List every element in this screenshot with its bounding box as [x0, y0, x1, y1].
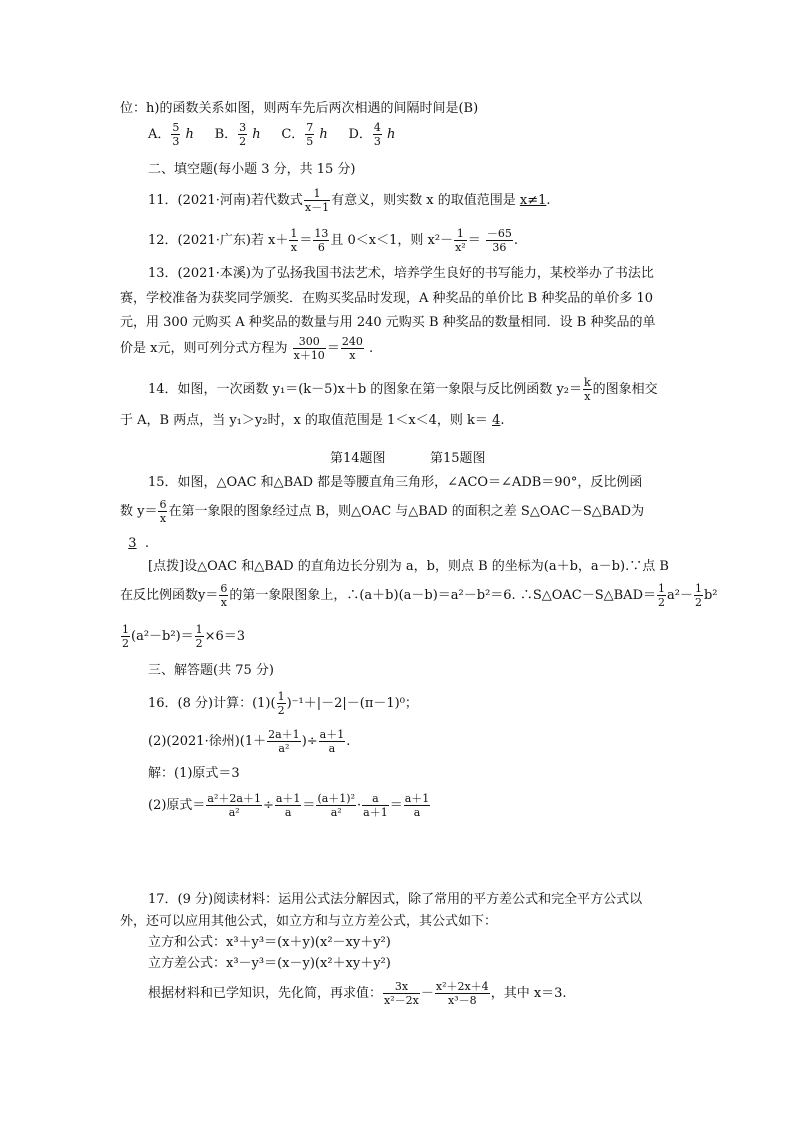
question-16-line-1: 16．(8 分)计算：(1)( $\frac{1}{2}$ )⁻¹＋|－2|－(π－1)⁰；	[148, 690, 418, 717]
question-13-line-1: 13．(2021·本溪)为了弘扬我国书法艺术，培养学生良好的书写能力，某校举办了书法比	[148, 266, 654, 281]
question-15-line-3: 3 .	[128, 536, 149, 551]
answer-14: 4	[492, 413, 501, 428]
question-15-line-2: 数 y＝ $\frac{6}{x}$ 在第一象限的图象经过点 B，则△OAC 与△BAD 的面积之差 S△OAC－S△BAD为	[120, 498, 645, 525]
question-15-line-1: 15．如图，△OAC 和△BAD 都是等腰直角三角形，∠ACO＝∠ADB＝90°，反比例函	[148, 475, 643, 490]
question-16-solution-1: 解：(1)原式＝3	[148, 766, 240, 781]
question-17-formula-sum: 立方和公式：x³＋y³＝(x＋y)(x²－xy＋y²)	[148, 935, 391, 950]
tip-line-3: $\frac{1}{2}$ (a²－b²)＝ $\frac{1}{2}$ ×6＝3	[122, 623, 246, 650]
question-12: 12．(2021·广东)若 x＋ $\frac{1}{x}$ ＝ $\frac{13}{6}$ 且 0＜x＜1，则 x²－ $\frac{1}{\text{x²}}$ ＝ $\frac{-65}{36}$ .	[148, 227, 518, 254]
section-3-heading: 三、解答题(共 75 分)	[148, 663, 274, 678]
question-17-formula-diff: 立方差公式：x³－y³＝(x－y)(x²＋xy＋y²)	[148, 956, 391, 971]
tip-line-2: 在反比例函数y＝ $\frac{6}{x}$ 的第一象限图象上，∴(a＋b)(a－b)＝a²－b²＝6. ∴S△OAC－S△BAD＝ $\frac{1}{2}$ a²－ $\frac{1}{2}$ b²	[120, 582, 718, 609]
question-17-line-5: 根据材料和已学知识，先化简，再求值： $\frac{3x}{\text{x²－2x}}$ － $\frac{\text{x²＋2x＋4}}{\text{x³－8}}$ ，其中 x＝3.	[148, 980, 567, 1007]
question-14-line-1: 14．如图，一次函数 y₁＝(k－5)x＋b 的图象在第一象限与反比例函数 y₂＝ $\frac{k}{x}$ 的图象相交	[148, 376, 658, 403]
question-13-line-3: 元，用 300 元购买 A 种奖品的数量与用 240 元购买 B 种奖品的数量相同．设 B 种奖品的单	[120, 315, 656, 330]
question-10-tail: 位：h)的函数关系如图，则两车先后两次相遇的间隔时间是(B)	[120, 101, 479, 116]
question-14-line-2: 于 A，B 两点，当 y₁＞y₂时，x 的取值范围是 1＜x＜4，则 k＝ 4.	[120, 413, 505, 428]
answer-12: $\frac{-65}{36}$	[486, 227, 512, 254]
question-10-options	[148, 122, 395, 147]
caption-figure-15: 第15题图	[430, 451, 486, 466]
answer-15: 3	[128, 536, 137, 551]
option-c: C． $\frac{7}{5}$ h	[281, 121, 328, 148]
question-17-line-2: 外，还可以应用其他公式，如立方和与立方差公式，其公式如下：	[120, 914, 498, 929]
caption-figure-14: 第14题图	[330, 451, 386, 466]
section-2-heading: 二、填空题(每小题 3 分，共 15 分)	[148, 162, 356, 177]
question-16-solution-2: (2)原式＝ $\frac{\text{a²＋2a＋1}}{\text{a²}}$ ÷ $\frac{a+1}{a}$ ＝ $\frac{\text{(a＋1)²}}{\text{a²}}$ · $\frac{a}{a+1}$ ＝ $\frac{a+1}{a}$	[148, 792, 430, 819]
option-a: A． $\frac{5}{3}$ h	[148, 121, 194, 148]
option-d: D． $\frac{4}{3}$ h	[348, 121, 396, 148]
question-16-line-2: (2)(2021·徐州)(1＋ $\frac{2a+1}{\text{a²}}$ )÷ $\frac{a+1}{a}$ .	[148, 728, 351, 755]
question-13-line-4: 价是 x元，则可列分式方程为 $\frac{300}{x+10}$ ＝ $\frac{240}{x}$ .	[120, 335, 374, 362]
option-b: B． $\frac{3}{2}$ h	[214, 121, 261, 148]
question-17-line-1: 17．(9 分)阅读材料：运用公式法分解因式，除了常用的平方差公式和完全平方公式以	[148, 892, 643, 907]
question-13-line-2: 赛，学校准备为获奖同学颁奖．在购买奖品时发现，A 种奖品的单价比 B 种奖品的单价多 10	[120, 291, 654, 306]
question-11: 11．(2021·河南)若代数式 $\frac{1}{x-1}$ 有意义，则实数 x 的取值范围是 x≠1.	[148, 187, 551, 214]
tip-line-1: [点拨]设△OAC 和△BAD 的直角边长分别为 a，b，则点 B 的坐标为(a＋b，a－b).∵点 B	[148, 559, 669, 574]
answer-11: x≠1	[519, 193, 547, 208]
